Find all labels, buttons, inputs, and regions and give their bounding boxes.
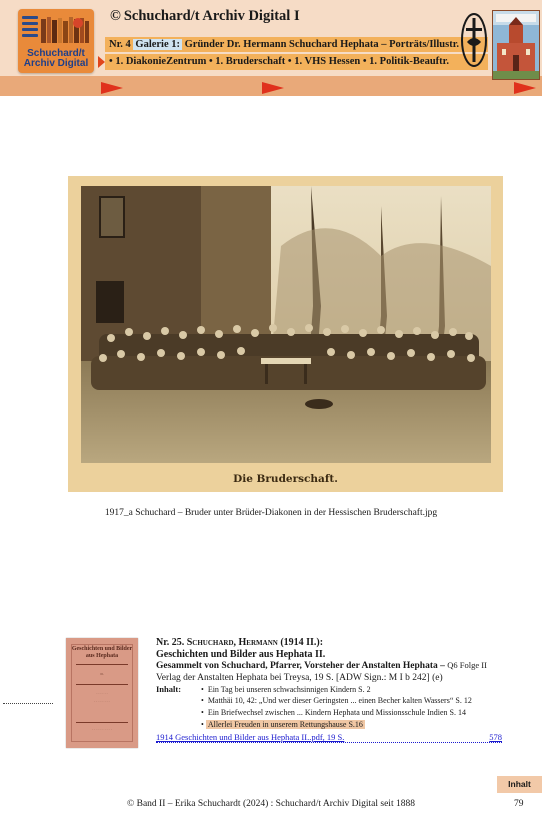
nav-line	[105, 54, 488, 70]
book-cover-thumbnail[interactable]: Geschichten und Bilder aus Hephata II. · · · · · · · · · · · · · · · · · · · · · · · ·	[66, 638, 138, 748]
menu-icon[interactable]	[22, 16, 38, 40]
nav-item-bruderschaft[interactable]: • 1. Bruderschaft	[208, 56, 286, 67]
page-title: © Schuchard/t Archiv Digital I	[110, 8, 300, 24]
header	[0, 0, 542, 96]
arrow-right-icon	[262, 82, 284, 94]
contents-item: • Matthäi 10, 42: „Und wer dieser Geringsten ... einen Becher kalten Wassers“ S. 12	[201, 696, 472, 705]
book-cover-title: Geschichten und Bilder aus Hephata	[71, 646, 133, 659]
bibliography-entry	[156, 637, 502, 744]
church-photo-thumbnail[interactable]	[492, 10, 540, 80]
contents-tab-button[interactable]: Inhalt	[497, 776, 542, 793]
pdf-link-page[interactable]: 578	[489, 732, 502, 742]
contents-label-row	[156, 684, 496, 695]
footer-copyright: © Band II – Erika Schuchardt (2024) : Schuchard/t Archiv Digital seit 1888	[127, 799, 415, 809]
entry-title: Geschichten und Bilder aus Hephata II.	[156, 648, 326, 660]
pdf-link[interactable]: 1914 Geschichten und Bilder aus Hephata II..pdf, 19 S. 578	[156, 732, 502, 742]
archive-logo[interactable]	[18, 9, 94, 73]
cross-emblem-icon	[460, 12, 488, 68]
gallery-line[interactable]	[105, 37, 488, 52]
photo-inner-caption: Die Bruderschaft.	[233, 473, 338, 485]
bruderschaft-group-photo	[81, 186, 491, 463]
gallery-label[interactable]: Galerie 1:	[135, 39, 181, 50]
logo-text: Schuchard/t Archiv Digital	[23, 48, 89, 69]
nav-item-diakoniezentrum[interactable]: • 1. DiakonieZentrum	[109, 56, 207, 67]
photo-caption: 1917_a Schuchard – Bruder unter Brüder-Diakonen in der Hessischen Bruderschaft.jpg	[104, 508, 438, 518]
contents-item-highlighted: • Allerlei Freuden in unserem Rettungshause S.16	[201, 720, 363, 729]
contents-item: • Ein Tag bei unseren schwachsinnigen Kindern S. 2	[201, 685, 371, 694]
arrow-right-icon	[101, 82, 123, 94]
left-arrow-icon	[98, 56, 105, 68]
entry-publisher: Verlag der Anstalten Hephata bei Treysa, 19 S. [ADW Sign.: M I b 242] (e)	[156, 672, 443, 683]
nr-label: Nr. 4	[109, 39, 131, 50]
arrow-right-icon[interactable]	[514, 82, 536, 94]
gallery-text: Gründer Dr. Hermann Schuchard Hephata – Porträts/Illustr.	[184, 39, 460, 50]
nav-item-politik[interactable]: • 1. Politik-Beauftr.	[362, 56, 449, 67]
historical-photo	[68, 176, 503, 492]
contents-item: • Ein Briefwechsel zwischen ... Kindern Hephata und Missionsschule Indien S. 14	[201, 708, 466, 717]
nav-item-vhs-hessen[interactable]: • 1. VHS Hessen	[287, 56, 361, 67]
page-number: 79	[514, 799, 524, 809]
books-icon	[40, 15, 90, 45]
entry-subtitle: Gesammelt von Schuchard, Pfarrer, Vorsteher der Anstalten Hephata – Q6 Folge II	[156, 660, 487, 671]
entry-heading: Nr. 25. Schuchard, Hermann (1914 II.):	[156, 637, 324, 648]
contents-label: Inhalt:	[156, 684, 182, 694]
dotted-leader	[3, 703, 53, 704]
